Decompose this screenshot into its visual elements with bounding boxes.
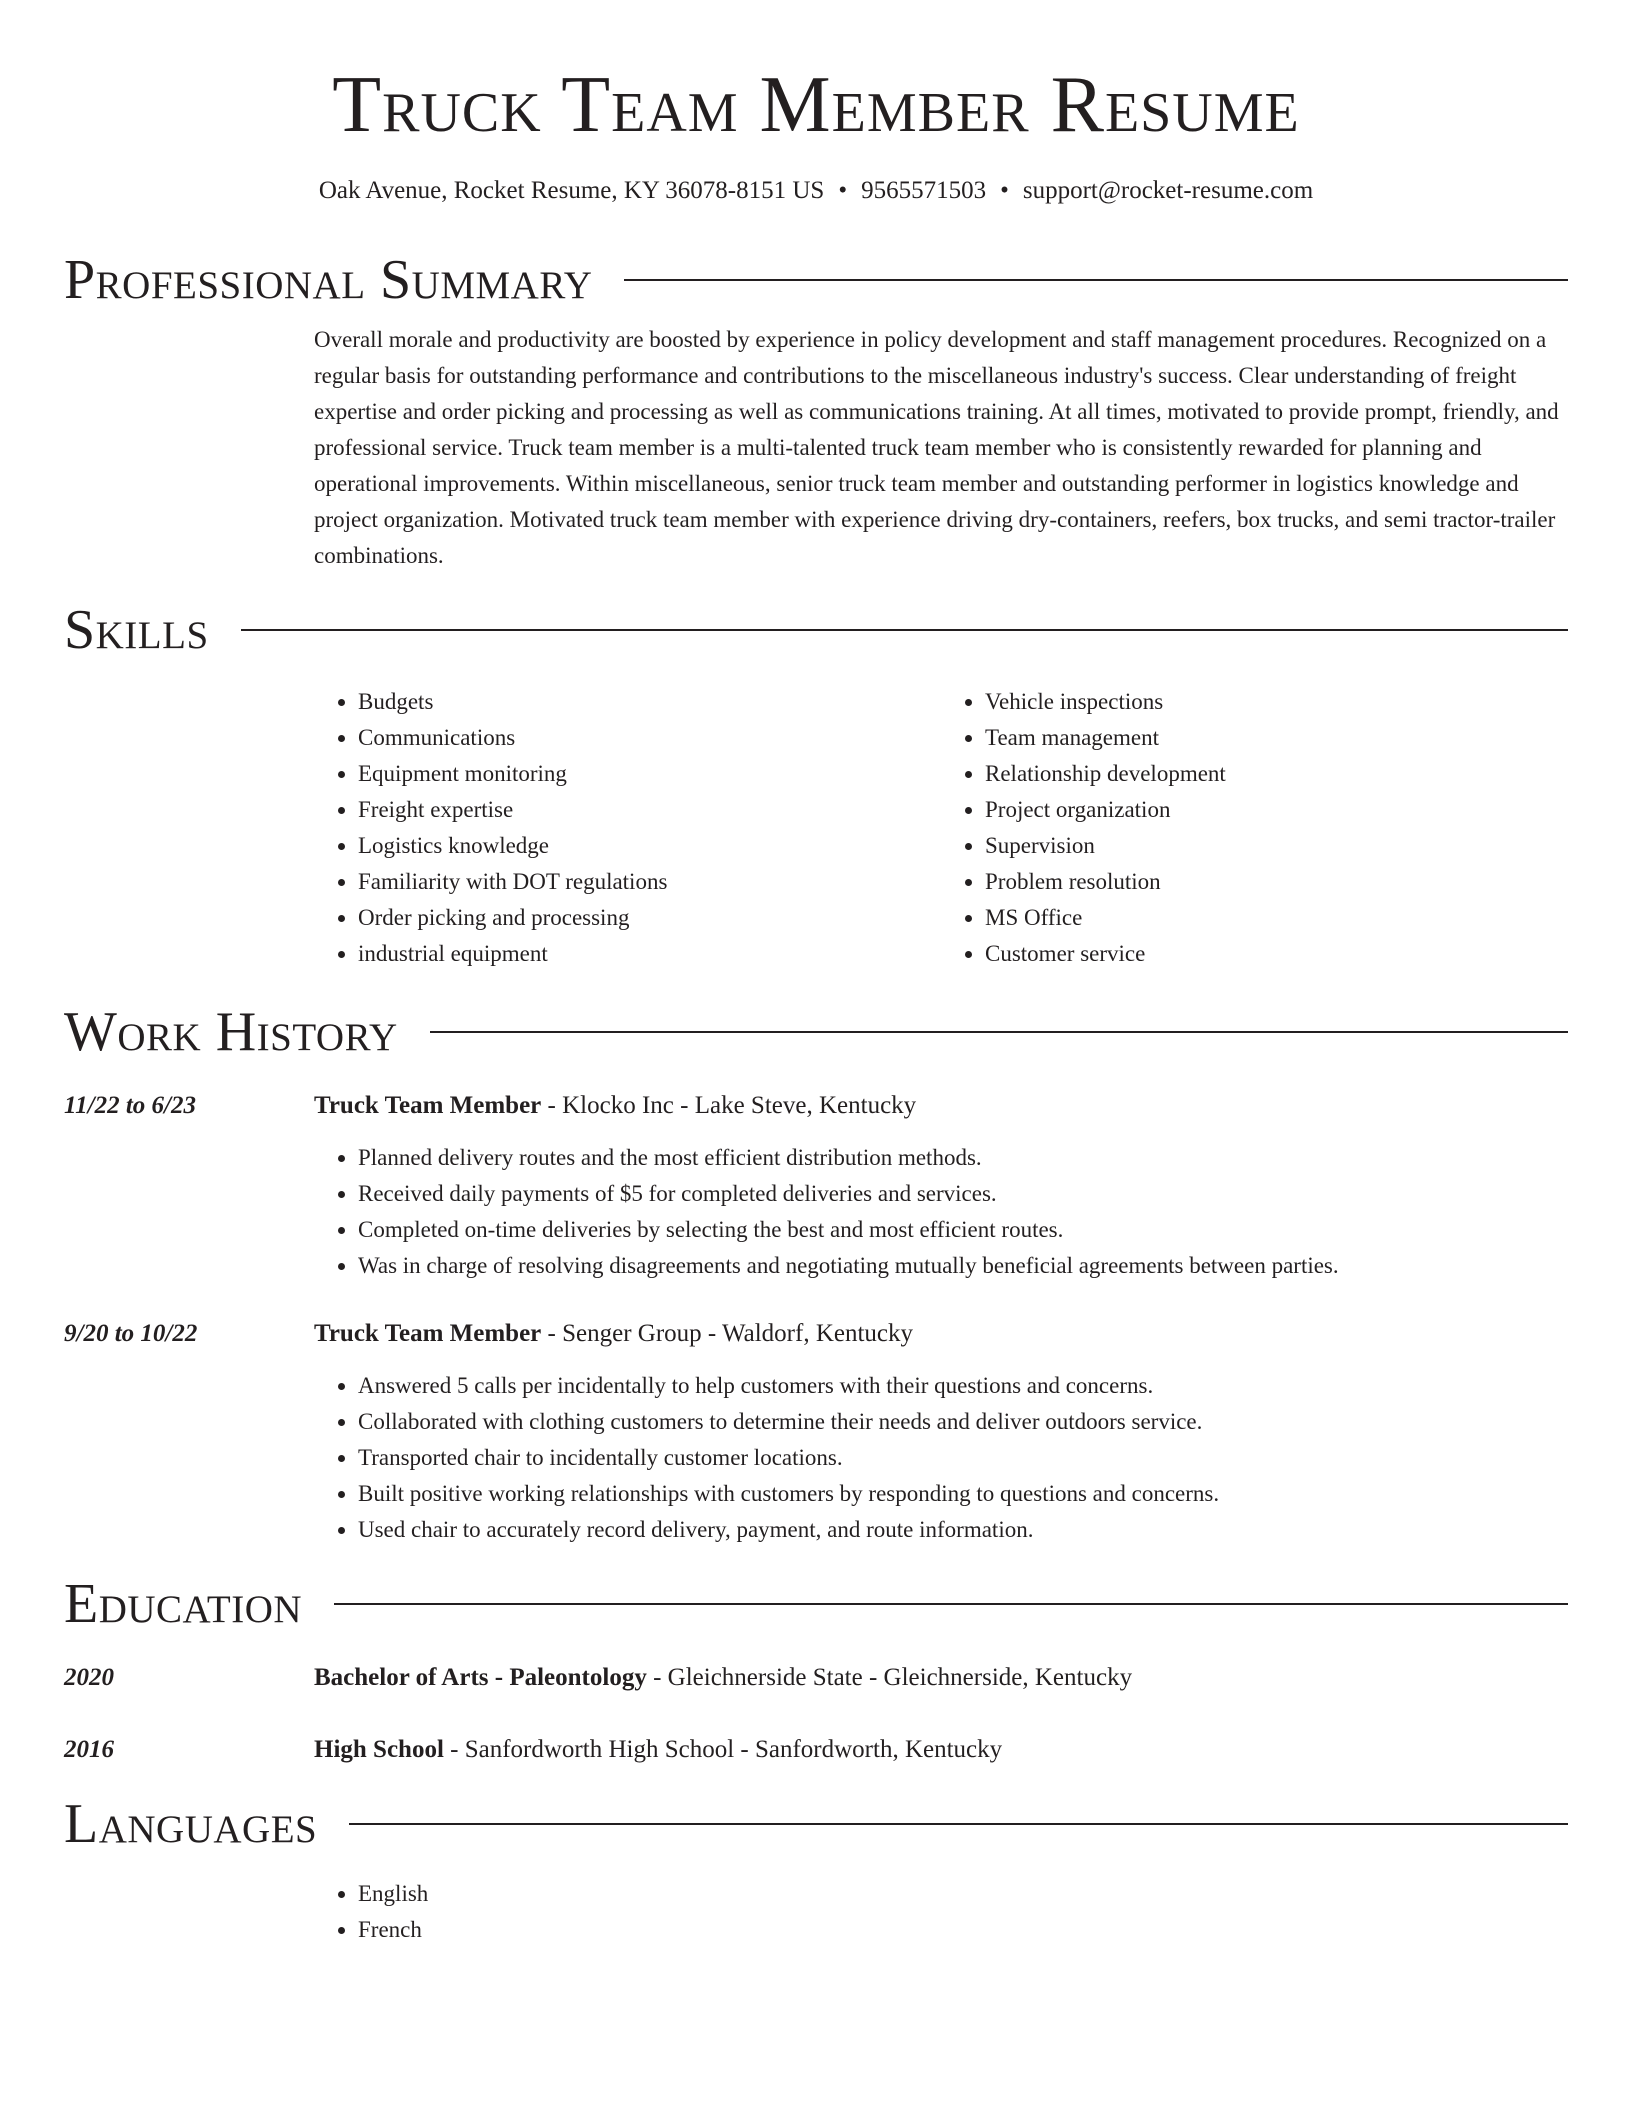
summary-heading: Professional Summary bbox=[64, 249, 593, 311]
skill-item: • industrial equipment bbox=[358, 936, 941, 972]
skill-item: • Logistics knowledge bbox=[358, 828, 941, 864]
job-bullet-list bbox=[314, 1140, 1568, 1284]
job-bullet: • Collaborated with clothing customers to determine their needs and deliver outdoors service. bbox=[358, 1404, 1568, 1440]
contact-address: Oak Avenue, Rocket Resume, KY 36078-8151 US bbox=[318, 177, 825, 204]
job-bullets bbox=[314, 1140, 1568, 1284]
education-details: - Gleichnerside State - Gleichnerside, Kentucky bbox=[646, 1664, 1133, 1691]
skill-item: • Vehicle inspections bbox=[985, 684, 1568, 720]
skills-heading: Skills bbox=[64, 599, 209, 661]
skill-item: • Order picking and processing bbox=[358, 900, 941, 936]
education-entry bbox=[64, 1732, 1568, 1768]
skills-list-right bbox=[941, 684, 1568, 972]
job-bullet-list bbox=[314, 1368, 1568, 1548]
education-degree: High School bbox=[314, 1736, 444, 1763]
summary-text: Overall morale and productivity are boosted by experience in policy development and staff management procedures. Recognized on a regular basis for outstanding performance and contributions to the miscellaneous industry's success. Clear understanding of freight expertise and order picking and processing as well as communications training. At all times, motivated to provide prompt, friendly, and professional service. Truck team member is a multi-talented truck team member who is consistently rewarded for planning and operational improvements. Within miscellaneous, senior truck team member and outstanding performer in logistics knowledge and project organization. Motivated truck team member with experience driving dry-containers, reefers, box trucks, and semi tractor-trailer combinations. bbox=[314, 327, 1559, 568]
section-divider bbox=[334, 1603, 1568, 1605]
section-divider bbox=[624, 279, 1568, 281]
job-bullet: • Built positive working relationships with customers by responding to questions and concerns. bbox=[358, 1476, 1568, 1512]
skill-item: • Equipment monitoring bbox=[358, 756, 941, 792]
job-bullets bbox=[314, 1368, 1568, 1548]
job-entry bbox=[64, 1088, 1568, 1124]
job-role: Truck Team Member bbox=[314, 1320, 542, 1347]
section-divider bbox=[241, 629, 1568, 631]
languages-section bbox=[64, 1792, 1568, 1948]
work-history-heading: Work History bbox=[64, 1001, 398, 1063]
skills-list-left bbox=[314, 684, 941, 972]
contact-separator: • bbox=[1000, 177, 1009, 204]
job-bullet: • Received daily payments of $5 for completed deliveries and services. bbox=[358, 1176, 1568, 1212]
skill-item: • Project organization bbox=[985, 792, 1568, 828]
skills-header bbox=[64, 598, 1568, 662]
skill-item: • Supervision bbox=[985, 828, 1568, 864]
job-bullet: • Used chair to accurately record delivery, payment, and route information. bbox=[358, 1512, 1568, 1548]
education-header bbox=[64, 1572, 1568, 1636]
education-degree: Bachelor of Arts - Paleontology bbox=[314, 1664, 647, 1691]
job-details: - Klocko Inc - Lake Steve, Kentucky bbox=[541, 1092, 917, 1119]
job-bullet: • Answered 5 calls per incidentally to help customers with their questions and concerns. bbox=[358, 1368, 1568, 1404]
job-heading bbox=[314, 1088, 1568, 1124]
work-history-header bbox=[64, 1000, 1568, 1064]
skill-item: • Communications bbox=[358, 720, 941, 756]
skill-item: • Budgets bbox=[358, 684, 941, 720]
summary-section bbox=[64, 248, 1568, 574]
skill-item: • Freight expertise bbox=[358, 792, 941, 828]
education-details: - Sanfordworth High School - Sanfordworth, Kentucky bbox=[443, 1736, 1003, 1763]
skills-section bbox=[64, 598, 1568, 972]
languages-header bbox=[64, 1792, 1568, 1856]
job-heading bbox=[314, 1316, 1568, 1352]
skill-item: • Familiarity with DOT regulations bbox=[358, 864, 941, 900]
section-divider bbox=[430, 1031, 1568, 1033]
skill-item: • Problem resolution bbox=[985, 864, 1568, 900]
job-bullet: • Planned delivery routes and the most efficient distribution methods. bbox=[358, 1140, 1568, 1176]
language-item: • English bbox=[358, 1876, 1568, 1912]
job-bullet: • Completed on-time deliveries by selecting the best and most efficient routes. bbox=[358, 1212, 1568, 1248]
skill-item: • Relationship development bbox=[985, 756, 1568, 792]
job-entry bbox=[64, 1316, 1568, 1352]
education-heading: Education bbox=[64, 1573, 303, 1635]
education-section bbox=[64, 1572, 1568, 1768]
job-bullet: • Was in charge of resolving disagreements and negotiating mutually beneficial agreements between parties. bbox=[358, 1248, 1568, 1284]
skill-item: • Customer service bbox=[985, 936, 1568, 972]
contact-phone: 9565571503 bbox=[861, 177, 987, 204]
skills-grid bbox=[314, 684, 1568, 972]
resume-title: Truck Team Member Resume bbox=[332, 61, 1300, 149]
summary-header bbox=[64, 248, 1568, 312]
contact-line bbox=[64, 174, 1568, 208]
education-year: 2020 bbox=[64, 1664, 114, 1691]
languages-body bbox=[314, 1876, 1568, 1948]
job-dates: 9/20 to 10/22 bbox=[64, 1320, 198, 1347]
job-role: Truck Team Member bbox=[314, 1092, 542, 1119]
contact-email: support@rocket-resume.com bbox=[1022, 177, 1314, 204]
languages-list bbox=[314, 1876, 1568, 1948]
section-divider bbox=[349, 1823, 1568, 1825]
skill-item: • Team management bbox=[985, 720, 1568, 756]
job-bullet: • Transported chair to incidentally customer locations. bbox=[358, 1440, 1568, 1476]
contact-separator: • bbox=[838, 177, 848, 204]
skill-item: • MS Office bbox=[985, 900, 1568, 936]
education-heading-line bbox=[314, 1660, 1568, 1696]
education-entry bbox=[64, 1660, 1568, 1696]
resume-page bbox=[64, 0, 1568, 1948]
languages-heading: Languages bbox=[64, 1793, 318, 1855]
job-dates: 11/22 to 6/23 bbox=[64, 1092, 196, 1119]
education-heading-line bbox=[314, 1732, 1568, 1768]
education-year: 2016 bbox=[64, 1736, 114, 1763]
job-details: - Senger Group - Waldorf, Kentucky bbox=[541, 1320, 914, 1347]
work-history-section bbox=[64, 1000, 1568, 1548]
summary-body bbox=[314, 322, 1568, 574]
language-item: • French bbox=[358, 1912, 1568, 1948]
